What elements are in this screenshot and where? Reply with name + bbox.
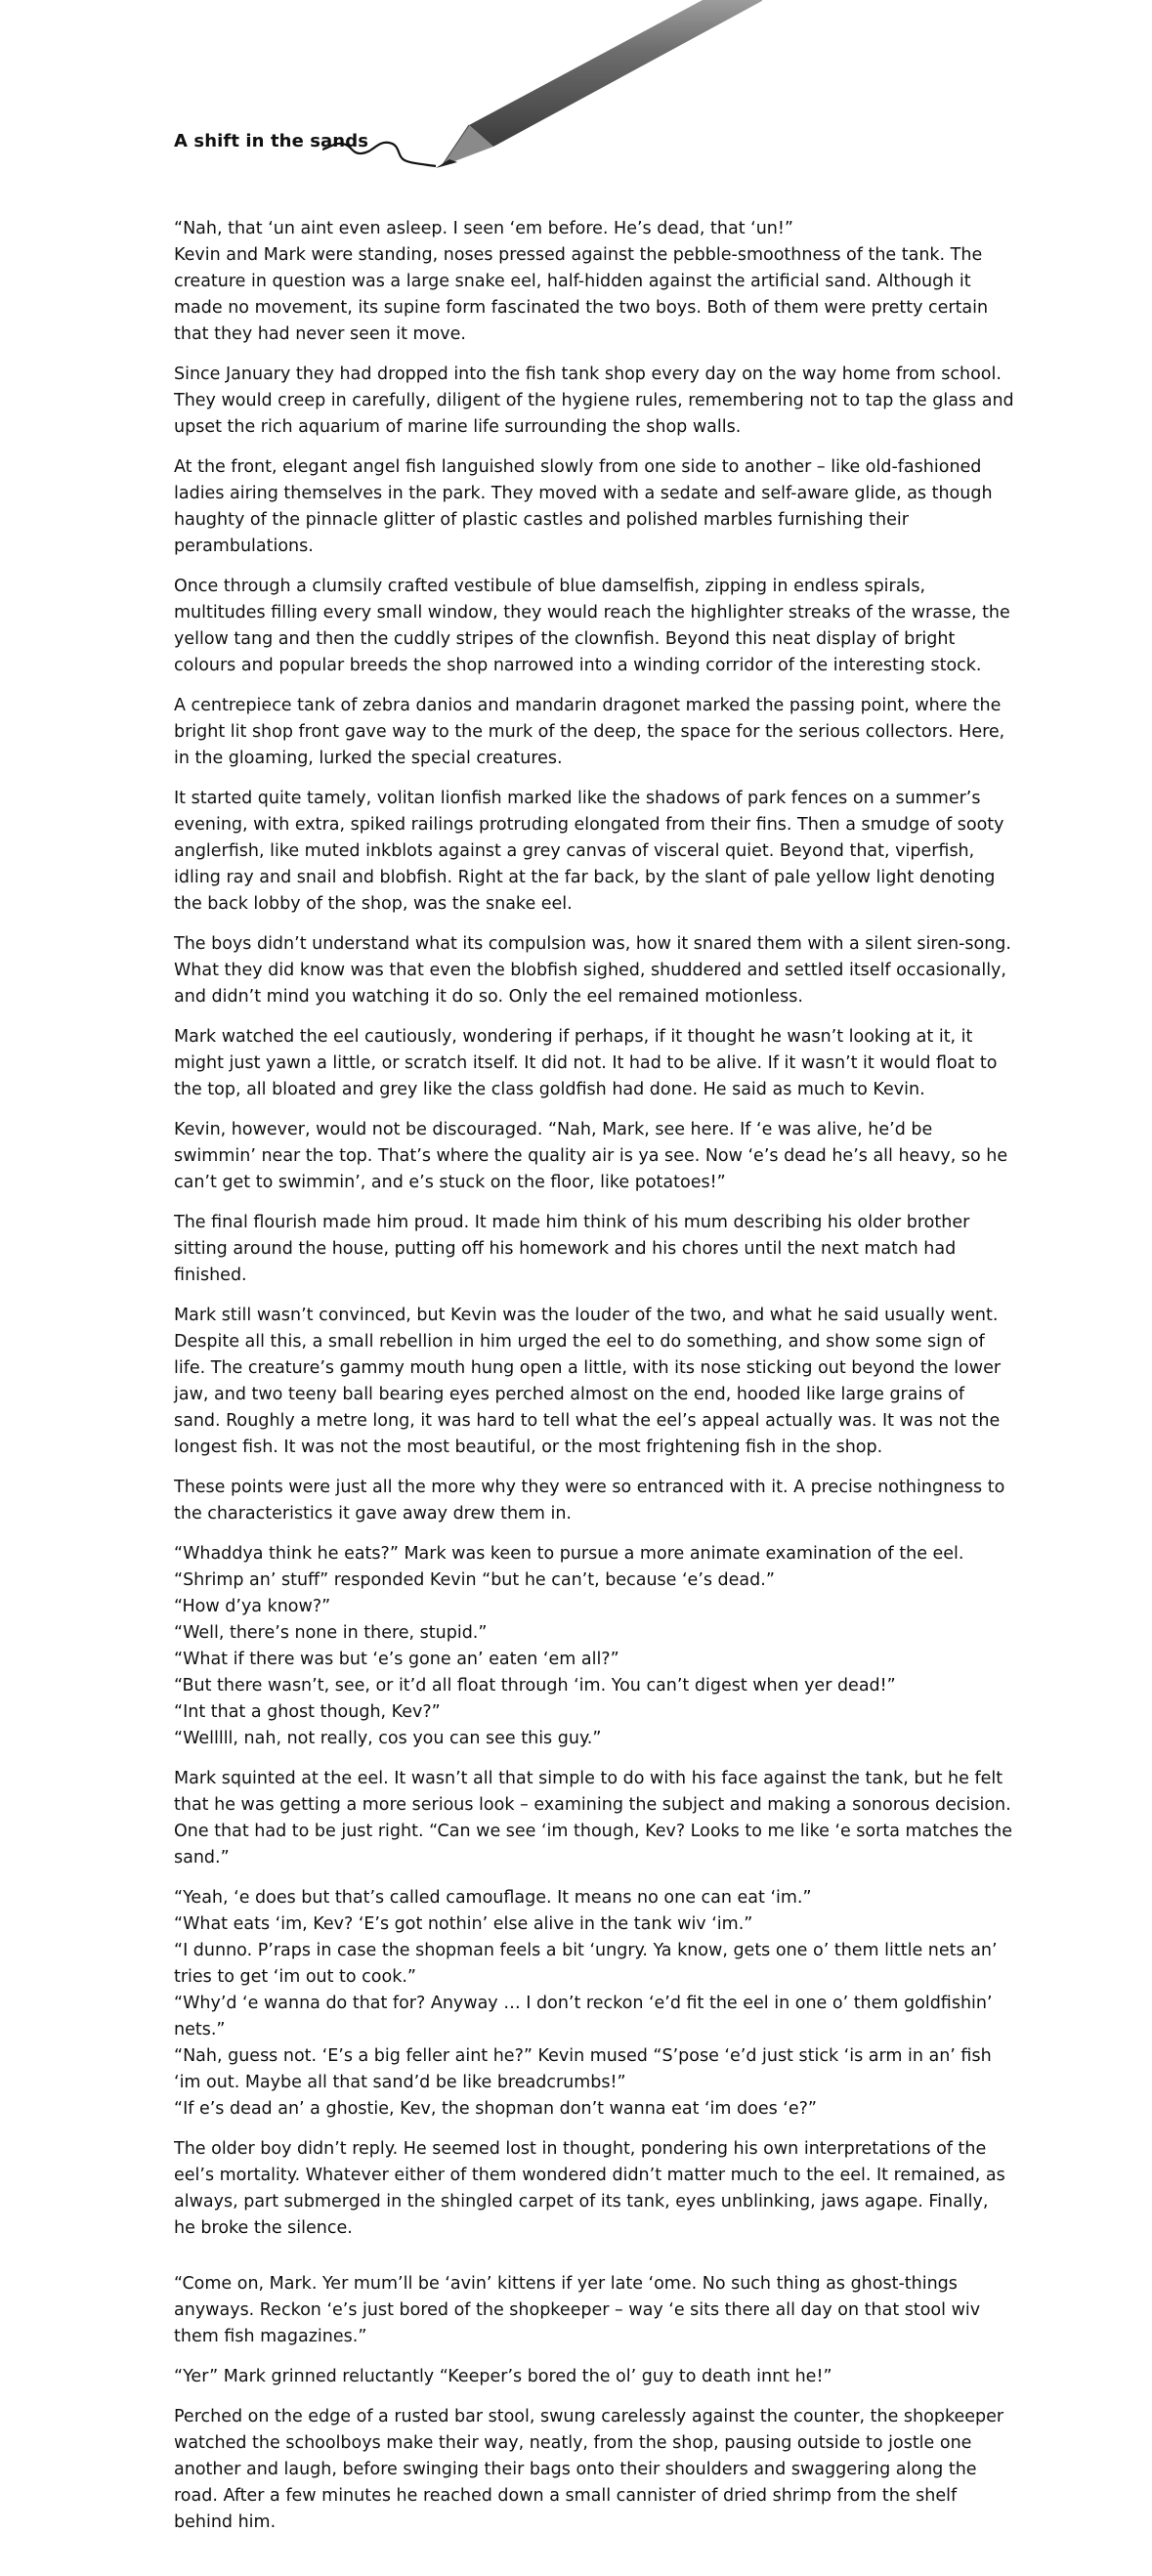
story-paragraph: “Nah, that ‘un aint even asleep. I seen ‘em before. He’s dead, that ‘un!” Kevin and Mark were standing, noses pressed against the pebble-smoothness of the tank. The creature in question was a large snake eel, half-hidden against the artificial sand. Although it made no movement, its supine form fascinated the two boys. Both of them were pretty certain that they had never seen it move. bbox=[174, 219, 989, 344]
page-title: A shift in the sands bbox=[174, 131, 369, 151]
story-paragraph: Mark still wasn’t convinced, but Kevin was the louder of the two, and what he said usually went. Despite all this, a small rebellion in him urged the eel to do something, and show some sign of life. The creature’s gammy mouth hung open a little, with its nose sticking out beyond the lower jaw, and two teeny ball bearing eyes perched almost on the end, hooded like large grains of sand. Roughly a metre long, it was hard to tell what the eel’s appeal actually was. It was not the longest fish. It was not the most beautiful, or the most frightening fish in the shop. bbox=[174, 1306, 1002, 1457]
story-paragraph: The final flourish made him proud. It made him think of his mum describing his older brother sitting around the house, putting off his homework and his chores until the next match had finished. bbox=[174, 1213, 970, 1285]
story-paragraph: “Yer” Mark grinned reluctantly “Keeper’s bored the ol’ guy to death innt he!” bbox=[174, 2367, 832, 2386]
story-paragraph: “Whaddya think he eats?” Mark was keen to pursue a more animate examination of the eel. “Shrimp an’ stuff” responded Kevin “but he can’t, because ‘e’s dead.” “How d’ya know?” “Well, there’s none in there, stupid.” “What if there was but ‘e’s gone an’ eaten ‘em all?” “But there wasn’t, see, or it’d all float through ‘im. You can’t digest when yer dead!” “Int that a ghost though, Kev?” “Welllll, nah, not really, cos you can see this guy.” bbox=[174, 1544, 964, 1748]
story-paragraph: Mark squinted at the eel. It wasn’t all that simple to do with his face against the tank, but he felt that he was getting a more serious look – examining the subject and making a sonorous decision. One that had to be just right. “Can we see ‘im though, Kev? Looks to me like ‘e sorta matches the sand.” bbox=[174, 1769, 1012, 1868]
story-paragraph: These points were just all the more why they were so entranced with it. A precise nothingness to the characteristics it gave away drew them in. bbox=[174, 1478, 1005, 1524]
pen-illustration bbox=[322, 0, 762, 181]
story-paragraph: The older boy didn’t reply. He seemed lost in thought, pondering his own interpretations of the eel’s mortality. Whatever either of them wondered didn’t matter much to the eel. It remained, as always, part submerged in the shingled carpet of its tank, eyes unblinking, jaws agape. Finally, he broke the silence. bbox=[174, 2139, 1005, 2238]
story-paragraph: “Come on, Mark. Yer mum’ll be ‘avin’ kittens if yer late ‘ome. No such thing as ghost-things anyways. Reckon ‘e’s just bored of the shopkeeper – way ‘e sits there all day on that stool wiv them fish magazines.” bbox=[174, 2274, 981, 2346]
pen-barrel bbox=[469, 0, 762, 147]
story-paragraph: Kevin, however, would not be discouraged. “Nah, Mark, see here. If ‘e was alive, he’d be swimmin’ near the top. That’s where the quality air is ya see. Now ‘e’s dead he’s all heavy, so he can’t get to swimmin’, and e’s stuck on the floor, like potatoes!” bbox=[174, 1120, 1008, 1192]
story-paragraph: A centrepiece tank of zebra danios and mandarin dragonet marked the passing point, where the bright lit shop front gave way to the murk of the deep, the space for the serious collectors. Here, in the gloaming, lurked the special creatures. bbox=[174, 696, 1005, 768]
story-paragraph: “Yeah, ‘e does but that’s called camouflage. It means no one can eat ‘im.” “What eats ‘im, Kev? ‘E’s got nothin’ else alive in the tank wiv ‘im.” “I dunno. P’raps in case the shopman feels a bit ‘ungry. Ya know, gets one o’ them little nets an’ tries to get ‘im out to cook.” “Why’d ‘e wanna do that for? Anyway … I don’t reckon ‘e’d fit the eel in one o’ them goldfishin’ nets.” “Nah, guess not. ‘E’s a big feller aint he?” Kevin mused “S’pose ‘e’d just stick ‘is arm in an’ fish ‘im out. Maybe all that sand’d be like breadcrumbs!” “If e’s dead an’ a ghostie, Kev, the shopman don’t wanna eat ‘im does ‘e?” bbox=[174, 1888, 998, 2119]
story-paragraph: Perched on the edge of a rusted bar stool, swung carelessly against the counter, the shopkeeper watched the schoolboys make their way, neatly, from the shop, pausing outside to jostle one another and laugh, before swinging their bags onto their shoulders and swaggering along the road. After a few minutes he reached down a small cannister of dried shrimp from the shelf behind him. bbox=[174, 2407, 1004, 2532]
story-paragraph: Since January they had dropped into the fish tank shop every day on the way home from school. They would creep in carefully, diligent of the hygiene rules, remembering not to tap the glass and upset the rich aquarium of marine life surrounding the shop walls. bbox=[174, 365, 1014, 437]
story-paragraph: It started quite tamely, volitan lionfish marked like the shadows of park fences on a summer’s evening, with extra, spiked railings protruding elongated from their fins. Then a smudge of sooty anglerfish, like muted inkblots against a grey canvas of visceral quiet. Beyond that, viperfish, idling ray and snail and blobfish. Right at the far back, by the slant of pale yellow light denoting the back lobby of the shop, was the snake eel. bbox=[174, 789, 1004, 914]
story-body bbox=[174, 216, 1014, 2550]
story-paragraph: The boys didn’t understand what its compulsion was, how it snared them with a silent siren-song. What they did know was that even the blobfish sighed, shuddered and settled itself occasionally, and didn’t mind you watching it do so. Only the eel remained motionless. bbox=[174, 934, 1011, 1007]
story-paragraph: Once through a clumsily crafted vestibule of blue damselfish, zipping in endless spirals, multitudes filling every small window, they would reach the highlighter streaks of the wrasse, the yellow tang and then the cuddly stripes of the clownfish. Beyond this neat display of bright colours and popular breeds the shop narrowed into a winding corridor of the interesting stock. bbox=[174, 577, 1010, 675]
story-paragraph: At the front, elegant angel fish languished slowly from one side to another – like old-fashioned ladies airing themselves in the park. They moved with a sedate and self-aware glide, as though haughty of the pinnacle glitter of plastic castles and polished marbles furnishing their perambulations. bbox=[174, 457, 993, 556]
story-paragraph: Mark watched the eel cautiously, wondering if perhaps, if it thought he wasn’t looking at it, it might just yawn a little, or scratch itself. It did not. It had to be alive. If it wasn’t it would float to the top, all bloated and grey like the class goldfish had done. He said as much to Kevin. bbox=[174, 1027, 998, 1099]
